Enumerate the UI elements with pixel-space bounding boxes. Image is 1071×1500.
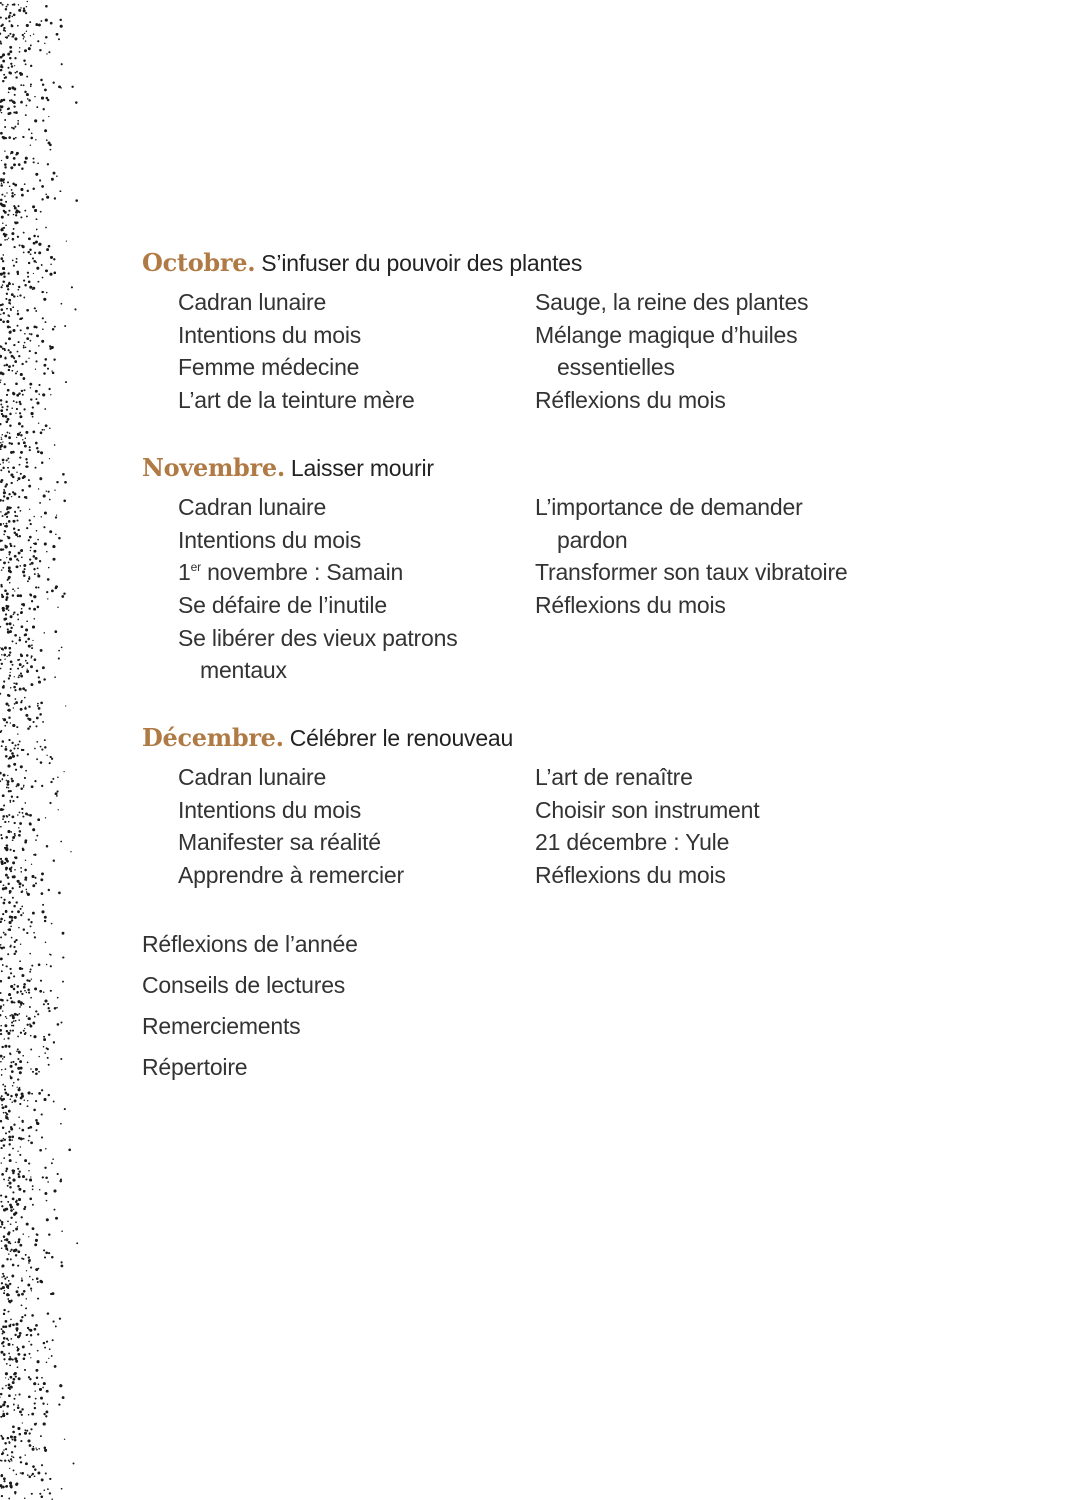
- right-column: [535, 491, 975, 687]
- toc-entry[interactable]: 21 décembre : Yule: [535, 829, 730, 856]
- right-column: [535, 286, 975, 417]
- section-heading: [142, 721, 1002, 757]
- toc-entry-continuation[interactable]: pardon: [557, 526, 628, 553]
- section-heading: [142, 451, 1002, 487]
- toc-entry[interactable]: Intentions du mois: [178, 796, 362, 823]
- month-title: Novembre.: [142, 452, 285, 482]
- left-column: [178, 491, 535, 687]
- back-matter-entry[interactable]: Réflexions de l’année: [142, 930, 358, 957]
- toc-entry[interactable]: Transformer son taux vibratoire: [535, 559, 848, 586]
- back-matter: [142, 924, 1002, 1088]
- toc-entry[interactable]: Se défaire de l’inutile: [178, 591, 387, 618]
- toc-entry[interactable]: Cadran lunaire: [178, 289, 327, 315]
- toc-entry[interactable]: Cadran lunaire: [178, 493, 327, 520]
- toc-entry[interactable]: Intentions du mois: [178, 321, 362, 348]
- toc-entry[interactable]: Sauge, la reine des plantes: [535, 289, 809, 315]
- toc-entry[interactable]: Se libérer des vieux patrons: [178, 624, 458, 651]
- toc-entry-samain[interactable]: [178, 556, 535, 589]
- toc-entry[interactable]: Réflexions du mois: [535, 862, 726, 889]
- section-theme: S’infuser du pouvoir des plantes: [261, 250, 583, 276]
- toc-entry[interactable]: Choisir son instrument: [535, 796, 760, 823]
- section-theme: Célébrer le renouveau: [289, 725, 514, 752]
- toc-entry[interactable]: Manifester sa réalité: [178, 829, 381, 856]
- toc-entry-continuation[interactable]: essentielles: [557, 354, 675, 381]
- back-matter-entry[interactable]: Répertoire: [142, 1053, 248, 1080]
- toc-entry[interactable]: Cadran lunaire: [178, 764, 327, 791]
- left-column: [178, 286, 535, 417]
- toc-entry[interactable]: L’art de la teinture mère: [178, 387, 415, 414]
- date-number: 1: [178, 559, 191, 586]
- table-of-contents: [142, 246, 1002, 1088]
- section-octobre: [142, 246, 1002, 417]
- date-text: novembre : Samain: [207, 559, 404, 586]
- toc-entry[interactable]: Intentions du mois: [178, 526, 362, 553]
- month-title: Décembre.: [142, 723, 284, 753]
- toc-entry-continuation[interactable]: mentaux: [200, 657, 287, 684]
- toc-entry[interactable]: Apprendre à remercier: [178, 862, 404, 889]
- month-title: Octobre.: [142, 248, 256, 277]
- toc-entry[interactable]: L’art de renaître: [535, 764, 693, 791]
- ordinal-suffix: er: [190, 560, 201, 575]
- section-theme: Laisser mourir: [290, 454, 434, 481]
- toc-entry[interactable]: Mélange magique d’huiles: [535, 321, 798, 348]
- section-novembre: [142, 451, 1002, 687]
- toc-entry[interactable]: L’importance de demander: [535, 493, 803, 520]
- back-matter-entry[interactable]: Conseils de lectures: [142, 971, 346, 998]
- toc-entry[interactable]: Réflexions du mois: [535, 387, 726, 414]
- toc-entry[interactable]: Réflexions du mois: [535, 591, 726, 618]
- right-column: [535, 761, 975, 892]
- section-decembre: [142, 721, 1002, 892]
- back-matter-entry[interactable]: Remerciements: [142, 1012, 301, 1039]
- left-column: [178, 761, 535, 892]
- toc-entry[interactable]: Femme médecine: [178, 354, 360, 381]
- section-heading: [142, 246, 1002, 282]
- stipple-border: [0, 0, 80, 1500]
